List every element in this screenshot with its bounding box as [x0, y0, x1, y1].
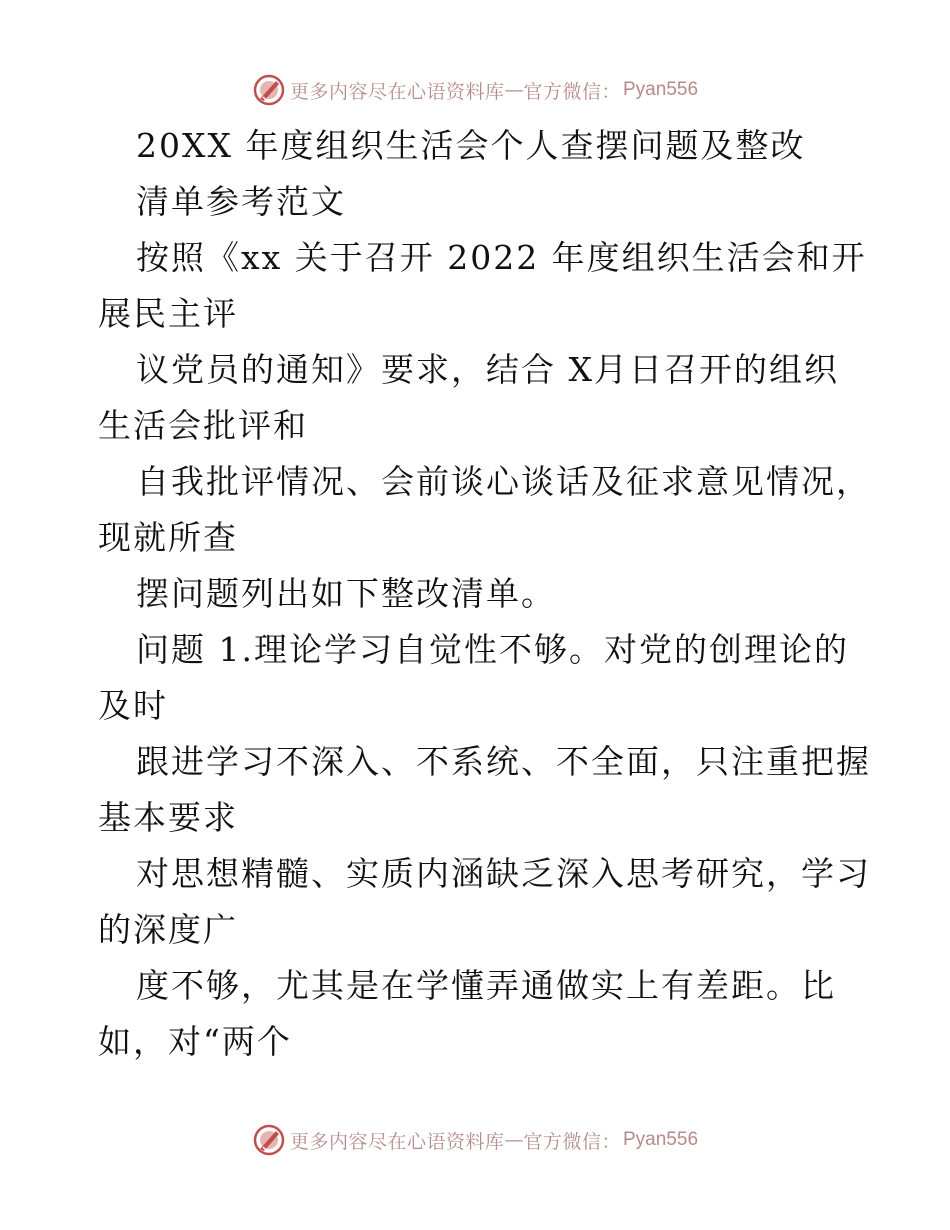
paragraph-line: 自我批评情况、会前谈心谈话及征求意见情况， [136, 462, 871, 501]
watermark-contact-label: 官方微信： [523, 1130, 621, 1153]
paragraph-line: 现就所查 [98, 518, 238, 557]
red-seal-logo-icon [252, 73, 286, 107]
paragraph-line: 摆问题列出如下整改清单。 [136, 574, 556, 613]
document-title-line-2: 清单参考范文 [136, 182, 346, 221]
document-title-line-1: 20XX 年度组织生活会个人查摆问题及整改 [136, 126, 806, 165]
paragraph-line: 议党员的通知》要求，结合 X月日召开的组织 [136, 350, 839, 389]
paragraph-line: 按照《xx 关于召开 2022 年度组织生活会和开 [136, 238, 867, 277]
paragraph-line: 如，对“两个 [98, 1022, 292, 1061]
paragraph-line: 对思想精髓、实质内涵缺乏深入思考研究，学习 [136, 854, 871, 893]
watermark-text: 更多内容尽在心语资料库 [289, 1130, 505, 1153]
red-seal-logo-icon [252, 1123, 286, 1157]
watermark-contact-label: 官方微信： [523, 80, 621, 103]
paragraph-line: 问题 1.理论学习自觉性不够。对党的创理论的 [136, 630, 849, 669]
paragraph-line: 度不够，尤其是在学懂弄通做实上有差距。比 [136, 966, 836, 1005]
paragraph-line: 及时 [98, 686, 168, 725]
paragraph-line: 的深度广 [98, 910, 238, 949]
watermark-separator: — [504, 1129, 524, 1151]
paragraph-line: 基本要求 [98, 798, 238, 837]
document-body [98, 118, 871, 1070]
watermark-separator: — [504, 79, 524, 101]
paragraph-line: 生活会批评和 [98, 406, 308, 445]
header-watermark [0, 70, 950, 110]
watermark-text: 更多内容尽在心语资料库 [289, 80, 505, 103]
footer-watermark [0, 1120, 950, 1160]
watermark-contact-id: Pyan556 [623, 79, 699, 100]
watermark-contact-id: Pyan556 [623, 1129, 699, 1150]
paragraph-line: 展民主评 [98, 294, 238, 333]
paragraph-line: 跟进学习不深入、不系统、不全面，只注重把握 [136, 742, 871, 781]
